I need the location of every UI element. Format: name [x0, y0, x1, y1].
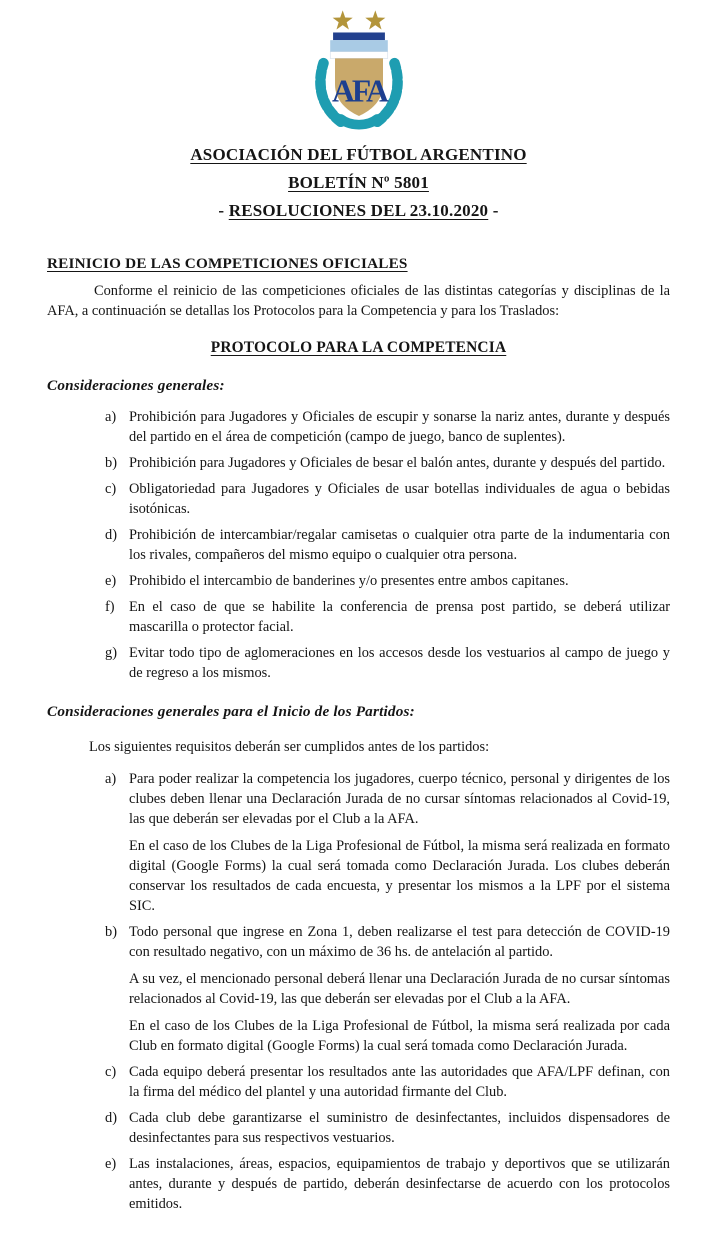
star-left-icon — [332, 10, 352, 29]
list-item-paragraph: Prohibición para Jugadores y Oficiales de besar el balón antes, durante y después del partido. — [129, 455, 666, 471]
list-item-label: e) — [105, 1156, 117, 1172]
list-item-label: g) — [105, 645, 117, 661]
heading-consideraciones-inicio: Consideraciones generales para el Inicio de los Partidos: — [47, 703, 415, 720]
afa-crest-graphic — [311, 6, 407, 130]
list-item-label: a) — [105, 771, 117, 787]
star-right-icon — [365, 10, 385, 29]
protocol-heading: PROTOCOLO PARA LA COMPETENCIA — [210, 339, 507, 356]
section-heading-reinicio: REINICIO DE LAS COMPETICIONES OFICIALES — [47, 255, 408, 272]
list-item-label: f) — [105, 599, 115, 615]
list-item-paragraph: Obligatoriedad para Jugadores y Oficiales de usar botellas individuales de agua o bebidas isotónicas. — [129, 481, 670, 517]
list-item-body — [129, 643, 670, 683]
crest-band-lightblue — [330, 40, 388, 52]
resolutions-dash-open: - — [218, 201, 225, 220]
document-title-text: ASOCIACIÓN DEL FÚTBOL ARGENTINO — [190, 145, 527, 164]
list-item-body — [129, 922, 670, 1056]
list-item-paragraph: Para poder realizar la competencia los jugadores, cuerpo técnico, personal y dirigentes de los clubes deben llenar una Declaración Jurada de no cursar síntomas relacionados al Covid-19, las que deberán ser elevadas por el Club a la AFA. — [129, 771, 670, 827]
list-item-label: d) — [105, 527, 117, 543]
list-item-label: b) — [105, 924, 117, 940]
list-item-paragraph: Evitar todo tipo de aglomeraciones en los accesos desde los vestuarios al campo de juego y de regreso a los mismos. — [129, 645, 670, 681]
wreath-bottom — [340, 119, 376, 125]
list-item — [105, 1108, 670, 1148]
heading-consideraciones-generales: Consideraciones generales: — [47, 377, 225, 394]
list-consideraciones-inicio — [47, 769, 670, 1214]
resolutions-date-line — [47, 201, 670, 221]
list-item — [105, 525, 670, 565]
list-item — [105, 1062, 670, 1102]
list-item-label: b) — [105, 455, 117, 471]
list-item — [105, 571, 670, 591]
list-item-label: e) — [105, 573, 117, 589]
list-consideraciones-generales — [47, 407, 670, 683]
list-item-paragraph: En el caso de los Clubes de la Liga Profesional de Fútbol, la misma será realizada por cada Club en formato digital (Google Forms) la cual será tomada como Declaración Jurada. — [129, 1018, 670, 1054]
resolutions-dash-close: - — [492, 201, 499, 220]
list-item-body — [129, 571, 670, 591]
list-item-paragraph: Prohibición de intercambiar/regalar camisetas o cualquier otra parte de la indumentaria con los rivales, compañeros del mismo equipo o cualquier otra persona. — [129, 527, 670, 563]
list-item-body — [129, 407, 670, 447]
list-item-body — [129, 525, 670, 565]
bulletin-number-text: BOLETÍN Nº 5801 — [288, 173, 429, 192]
list-item — [105, 453, 670, 473]
reinicio-intro-paragraph: Conforme el reinicio de las competiciones oficiales de las distintas categorías y disciplinas de la AFA, a continuación se detallas los Protocolos para la Competencia y para los Traslados: — [47, 283, 670, 319]
list-item-paragraph: En el caso de los Clubes de la Liga Profesional de Fútbol, la misma será realizada en formato digital (Google Forms) la cual será tomada como Declaración Jurada. Los clubes deberán conservar los resultados de cada encuesta, y presentar los mismos a la LPF por el sistema SIC. — [129, 838, 670, 914]
list-item-paragraph: Las instalaciones, áreas, espacios, equipamientos de trabajo y deportivos que se utilizarán antes, durante y después de partido, deberán desinfectarse de acuerdo con los protocolos emitidos. — [129, 1156, 670, 1212]
crest-band-navy — [333, 32, 385, 40]
list-item-label: a) — [105, 409, 117, 425]
list-item-body — [129, 1062, 670, 1102]
resolutions-date-text: RESOLUCIONES DEL 23.10.2020 — [228, 201, 489, 220]
list-item-paragraph: Todo personal que ingrese en Zona 1, deben realizarse el test para detección de COVID-19 con resultado negativo, con un máximo de 36 hs. de antelación al partido. — [129, 924, 670, 960]
bulletin-number — [47, 173, 670, 193]
list-item-paragraph: Prohibición para Jugadores y Oficiales de escupir y sonarse la nariz antes, durante y después del partido en el área de competición (campo de juego, banco de suplentes). — [129, 409, 670, 445]
list-item-paragraph: A su vez, el mencionado personal deberá llenar una Declaración Jurada de no cursar síntomas relacionados al Covid-19, las que deberán ser elevadas por el Club a la AFA. — [129, 971, 670, 1007]
crest-band-white — [330, 52, 388, 59]
list-item — [105, 643, 670, 683]
list-item — [105, 597, 670, 637]
list-item-label: c) — [105, 481, 117, 497]
list-item-paragraph: Prohibido el intercambio de banderines y/o presentes entre ambos capitanes. — [129, 573, 569, 589]
list-item — [105, 407, 670, 447]
list-item-body — [129, 769, 670, 916]
list-item — [105, 769, 670, 916]
list-item-body — [129, 597, 670, 637]
inicio-intro-paragraph: Los siguientes requisitos deberán ser cumplidos antes de los partidos: — [89, 739, 490, 755]
list-item-paragraph: En el caso de que se habilite la conferencia de prensa post partido, se deberá utilizar mascarilla o protector facial. — [129, 599, 670, 635]
list-item-body — [129, 1154, 670, 1214]
list-item — [105, 479, 670, 519]
list-item-label: c) — [105, 1064, 117, 1080]
afa-logo — [47, 6, 670, 135]
list-item — [105, 922, 670, 1056]
list-item-body — [129, 453, 670, 473]
list-item-paragraph: Cada equipo deberá presentar los resultados ante las autoridades que AFA/LPF definan, con la firma del médico del plantel y una autoridad firmante del Club. — [129, 1064, 670, 1100]
list-item-body — [129, 1108, 670, 1148]
document-title — [47, 145, 670, 165]
list-item-label: d) — [105, 1110, 117, 1126]
list-item-body — [129, 479, 670, 519]
list-item — [105, 1154, 670, 1214]
list-item-paragraph: Cada club debe garantizarse el suministro de desinfectantes, incluidos dispensadores de desinfectantes para sus respectivos vestuarios. — [129, 1110, 670, 1146]
crest-monogram: AFA — [331, 73, 386, 109]
